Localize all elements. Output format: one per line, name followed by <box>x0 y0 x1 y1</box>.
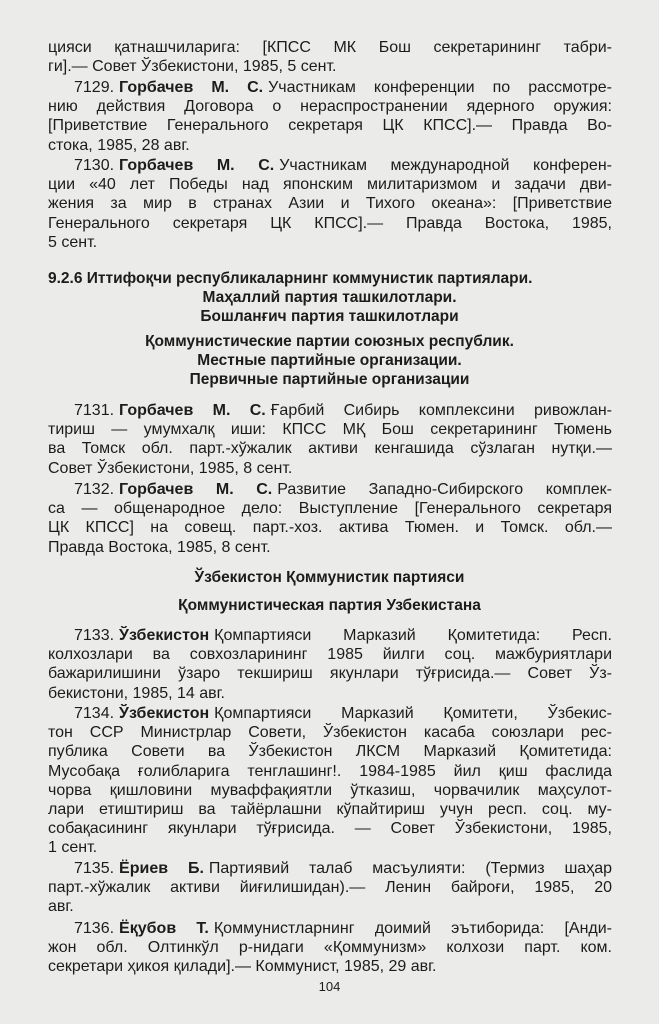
text-line: парт.-хўжалик активи йиғилишидан).— Ленин байроғи, 1985, 20 <box>48 879 612 897</box>
subheading-uz: Ўзбекистон Қоммунистик партияси <box>194 569 465 586</box>
entry-text: Қоммунистларнинг доимий эътиборида: [Анди- <box>213 920 612 937</box>
text-line <box>48 704 612 723</box>
entry-7133 <box>48 626 612 703</box>
text-line <box>48 480 612 499</box>
text-line <box>48 401 612 420</box>
entry-text: Қомпартияси Марказий Қомитети, Ўзбекис- <box>214 705 612 722</box>
entry-7136 <box>48 919 612 977</box>
text-line: Мусобақа ғолибларига тенглашинг!. 1984-1985 йил қиш фаслида <box>48 762 612 780</box>
entry-text: Развитие Западно-Сибирского комплек- <box>277 481 612 498</box>
text-line <box>48 78 612 97</box>
text-line <box>48 919 612 938</box>
entry-number: 7129. <box>74 79 115 96</box>
section-heading-ru-line: Местные партийные организации. <box>197 351 462 369</box>
entry-text: Участникам конференции по рассмотре- <box>268 79 612 96</box>
entry-text: Участникам международной конферен- <box>279 157 612 174</box>
entry-number: 7136. <box>74 920 115 937</box>
text-line: цияси қатнашчиларига: [КПСС МК Бош секретарининг табри- <box>48 39 612 56</box>
section-heading-ru <box>0 333 659 389</box>
text-line: публика Совети ва Ўзбекистон ЛКСМ Марказий Қомитетида: <box>48 743 612 761</box>
text-line: Правда Востока, 1985, 8 сент. <box>48 538 271 556</box>
text-line: бажарилишини ўзаро текшириш якунлари тўғрисида.— Совет Ўз- <box>48 665 612 683</box>
section-heading <box>0 270 659 326</box>
entry-number: 7131. <box>74 402 115 419</box>
entry-text: Ғарбий Сибирь комплексини ривожлан- <box>270 402 612 419</box>
entry-text: Қомпартияси Марказий Қомитетида: Респ. <box>214 627 612 644</box>
continuation-text <box>48 38 612 76</box>
text-line: авг. <box>48 898 74 916</box>
text-line <box>48 156 612 175</box>
section-heading-ru-line: Первичные партийные организации <box>189 370 470 388</box>
entry-text: Партиявий талаб масъулияти: (Термиз шаҳар <box>208 860 612 877</box>
entry-author: Горбачев М. С. <box>119 79 264 96</box>
entry-author: Горбачев М. С. <box>119 481 273 498</box>
section-heading-line: Бошланғич партия ташкилотлари <box>200 307 459 325</box>
text-line: собақасининг якунлари тўғрисида. — Совет Ўзбекистони, 1985, <box>48 820 612 838</box>
entry-number: 7130. <box>74 157 115 174</box>
text-line: ги].— Совет Ўзбекистони, 1985, 5 сент. <box>48 58 337 76</box>
text-line: нию действия Договора о нераспространении ядерного оружия: <box>48 98 612 116</box>
entry-author: Горбачев М. С. <box>119 402 266 419</box>
text-line: колхозлари ва совхозларининг 1985 йилги соц. мажбуриятлари <box>48 646 612 664</box>
section-heading-line: Маҳаллий партия ташкилотлари. <box>202 288 457 306</box>
entry-author: Ёриев Б. <box>119 860 204 877</box>
text-line: са — общенародное дело: Выступление [Генерального секретаря <box>48 500 612 518</box>
entry-author: Ёқубов Т. <box>119 920 209 937</box>
text-line: лари етиштириш ва тайёрлашни кўпайтириш учун респ. соц. му- <box>48 800 612 818</box>
text-line: тон ССР Министрлар Совети, Ўзбекистон касаба союзлари рес- <box>48 724 612 742</box>
entry-number: 7132. <box>74 481 115 498</box>
text-line: 5 сент. <box>48 233 98 251</box>
text-line: Генерального секретаря ЦК КПСС].— Правда Востока, 1985, <box>48 214 612 232</box>
text-line: ва Томск обл. парт.-хўжалик активи кенгашида сўзлаган нутқи.— <box>48 440 612 458</box>
entry-author: Ўзбекистон <box>119 705 210 722</box>
entry-author: Ўзбекистон <box>119 627 210 644</box>
text-line: бекистони, 1985, 14 авг. <box>48 684 225 702</box>
text-line: Совет Ўзбекистони, 1985, 8 сент. <box>48 459 293 477</box>
text-line: ции «40 лет Победы над японским милитаризмом и задачи дви- <box>48 176 612 194</box>
entry-number: 7133. <box>74 627 115 644</box>
entry-7135 <box>48 859 612 917</box>
subheading-ru: Қоммунистическая партия Узбекистана <box>178 597 481 614</box>
text-line: [Приветствие Генерального секретаря ЦК КПСС].— Правда Во- <box>48 117 612 135</box>
page-number: 104 <box>318 979 341 994</box>
text-line: тириш — умумхалқ иши: КПСС МҚ Бош секретарининг Тюмень <box>48 421 612 439</box>
entry-number: 7135. <box>74 860 115 877</box>
entry-7129 <box>48 78 612 155</box>
text-line: 1 сент. <box>48 839 98 857</box>
text-line: секретари ҳикоя қилади].— Коммунист, 1985, 29 авг. <box>48 958 437 976</box>
entry-7134 <box>48 704 612 858</box>
entry-number: 7134. <box>74 705 115 722</box>
entry-author: Горбачев М. С. <box>119 157 275 174</box>
entry-7132 <box>48 480 612 557</box>
text-line: ЦК КПСС] на совещ. парт.-хоз. актива Тюмен. и Томск. обл.— <box>48 519 612 537</box>
section-heading-line: 9.2.6 Иттифоқчи республикаларнинг коммунистик партиялари. <box>48 270 533 287</box>
entry-7130 <box>48 156 612 252</box>
entry-7131 <box>48 401 612 478</box>
section-heading-ru-line: Қоммунистические партии союзных республик. <box>145 333 514 350</box>
text-line: чорва қишловини муваффақиятли ўтказиш, чорвачилик маҳсулот- <box>48 781 612 799</box>
text-line <box>48 626 612 645</box>
text-line: жения за мир в странах Азии и Тихого океана»: [Приветствие <box>48 195 612 213</box>
text-line: жон обл. Олтинкўл р-нидаги «Қоммунизм» колхози парт. ком. <box>48 939 612 957</box>
text-line <box>48 859 612 878</box>
text-line: стока, 1985, 28 авг. <box>48 136 190 154</box>
